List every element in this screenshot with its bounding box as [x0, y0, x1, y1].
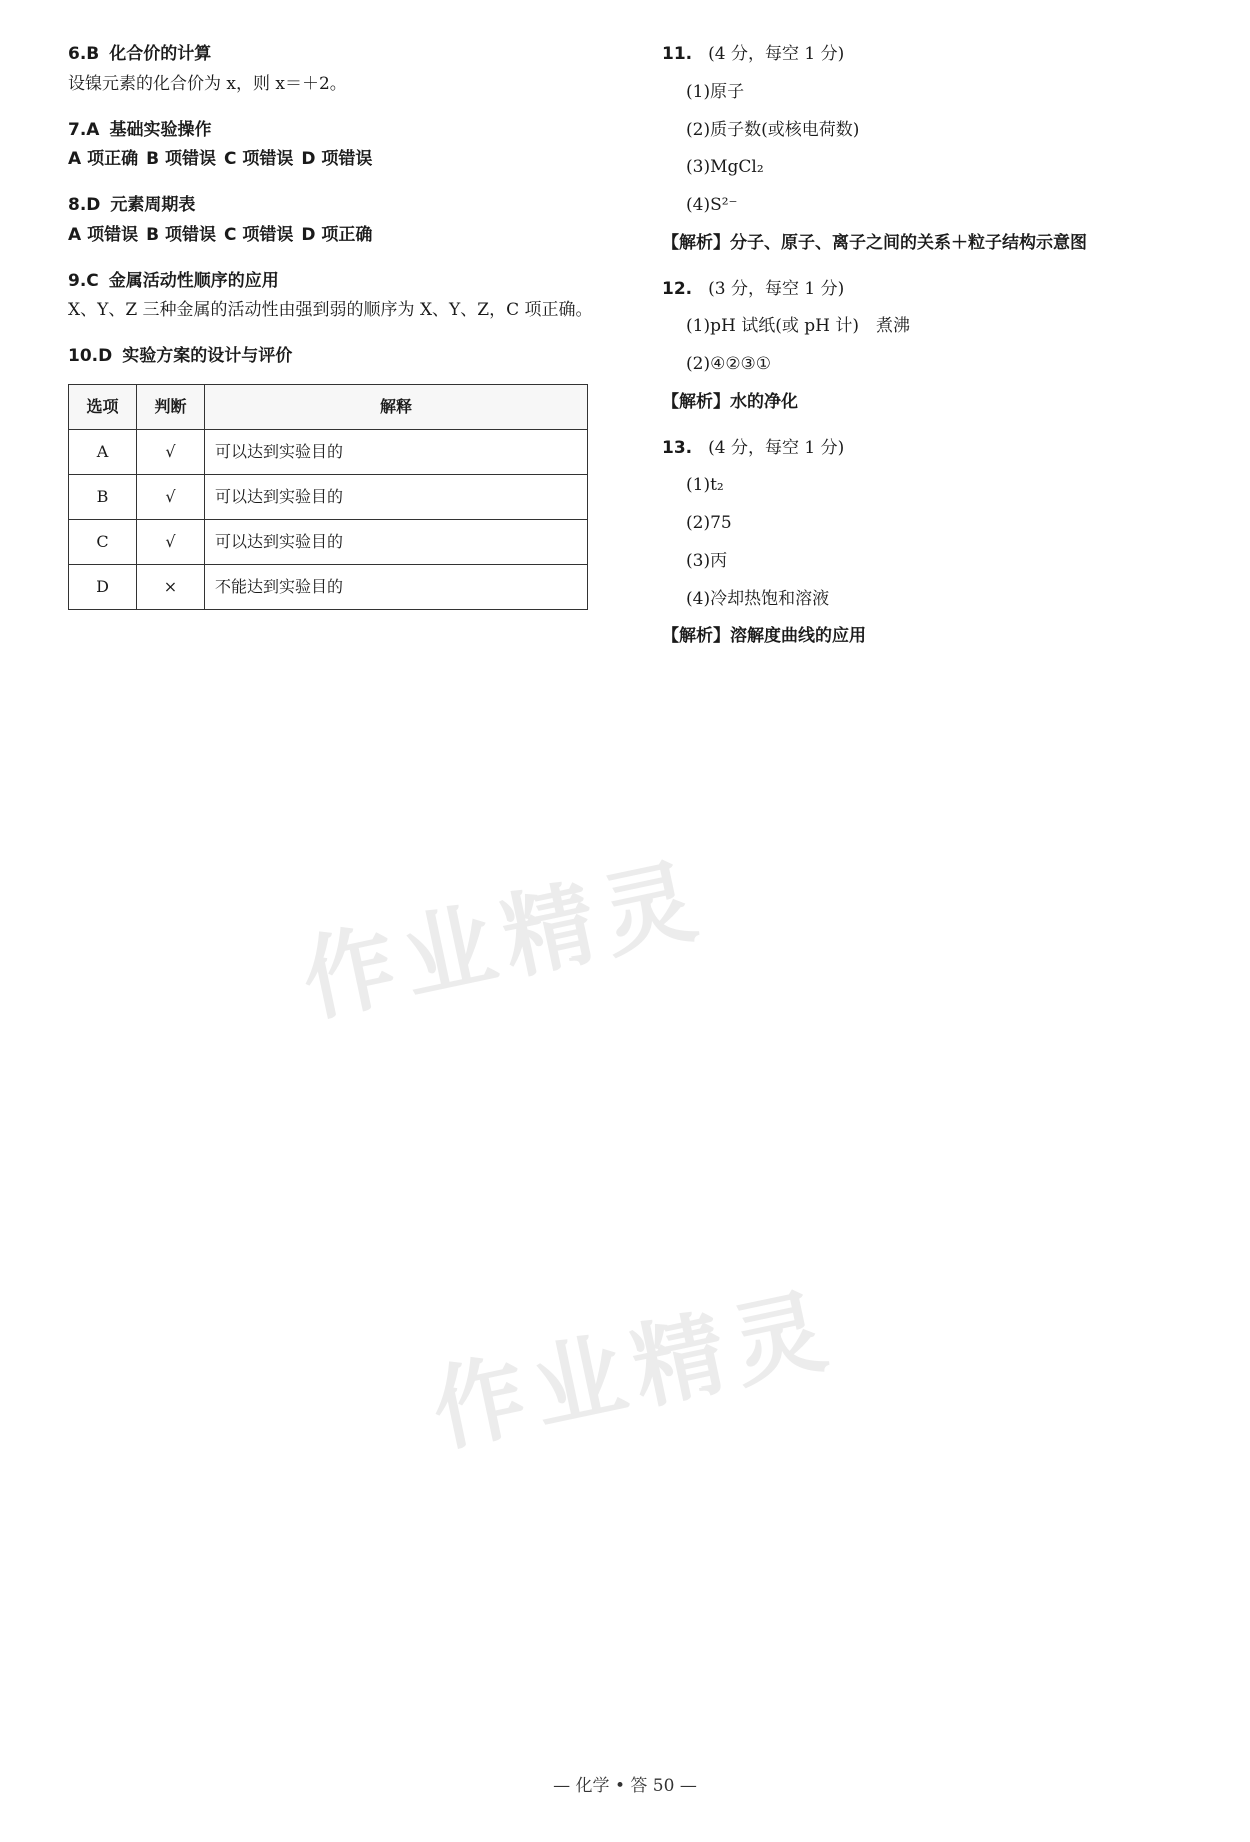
answer-q7 [68, 116, 620, 176]
judgement-cell: √ [137, 519, 205, 564]
verdict-list [68, 221, 620, 251]
verdict-list [68, 145, 620, 175]
analysis-tag: 【解析】 [662, 626, 730, 647]
answer-q11 [662, 40, 1182, 259]
answer-q9 [68, 267, 620, 327]
sub-answer: (4)冷却热饱和溶液 [686, 588, 830, 609]
answer-number: 11. [662, 44, 693, 64]
analysis-topic: 水的净化 [730, 391, 798, 412]
answer-number: 8.D [68, 195, 101, 215]
sub-answer: (2)质子数(或核电荷数) [686, 119, 860, 140]
sub-answer: (1)pH 试纸(或 pH 计) 煮沸 [686, 316, 910, 337]
answer-q10 [68, 342, 620, 610]
note-cell: 可以达到实验目的 [205, 474, 588, 519]
answer-q6 [68, 40, 620, 100]
answer-topic: 金属活动性顺序的应用 [108, 270, 279, 291]
option-cell: D [69, 564, 137, 609]
analysis-tag: 【解析】 [662, 391, 730, 412]
answer-text: 设镍元素的化合价为 x，则 x＝＋2。 [68, 73, 347, 94]
table-row [69, 564, 588, 609]
table-row [69, 474, 588, 519]
analysis-topic: 分子、原子、离子之间的关系＋粒子结构示意图 [730, 232, 1087, 253]
judgement-cell: × [137, 564, 205, 609]
judgement-cell: √ [137, 474, 205, 519]
answer-q13 [662, 434, 1182, 653]
answer-number: 6.B [68, 44, 100, 64]
verdict: D 项正确 [301, 224, 373, 245]
table-header-row [69, 384, 588, 429]
table-row [69, 519, 588, 564]
sub-answer: (4)S²⁻ [686, 195, 738, 215]
verdict: B 项错误 [146, 224, 216, 245]
answer-q12 [662, 275, 1182, 418]
answer-number: 13. [662, 437, 693, 458]
sub-answer: (1)t₂ [686, 475, 724, 496]
analysis-heading [662, 229, 1182, 259]
answer-text: X、Y、Z 三种金属的活动性由强到弱的顺序为 X、Y、Z，C 项正确。 [68, 300, 593, 321]
answer-number: 10.D [68, 346, 113, 366]
watermark: 作业精灵 [293, 845, 715, 1036]
analysis-heading [662, 622, 1182, 652]
sub-answer: (3)丙 [686, 550, 728, 571]
evaluation-table [68, 384, 588, 610]
option-cell: C [69, 519, 137, 564]
note-cell: 可以达到实验目的 [205, 519, 588, 564]
score-note: (4 分，每空 1 分) [708, 44, 845, 64]
judgement-cell: √ [137, 429, 205, 474]
analysis-tag: 【解析】 [662, 232, 730, 253]
sub-answer: (2)75 [686, 513, 732, 533]
analysis-heading [662, 388, 1182, 418]
verdict: C 项错误 [223, 224, 294, 245]
answer-topic: 基础实验操作 [109, 119, 212, 140]
column-header: 判断 [137, 384, 205, 429]
answer-number: 7.A [68, 119, 100, 140]
answer-number: 12. [662, 278, 693, 299]
answer-topic: 元素周期表 [110, 195, 196, 215]
answer-q8 [68, 191, 620, 251]
verdict: C 项错误 [223, 149, 294, 170]
note-cell: 可以达到实验目的 [205, 429, 588, 474]
score-note: (4 分，每空 1 分) [708, 437, 845, 458]
table-row [69, 429, 588, 474]
verdict: A 项正确 [68, 149, 139, 170]
answer-topic: 实验方案的设计与评价 [122, 346, 293, 366]
option-cell: A [69, 429, 137, 474]
verdict: B 项错误 [146, 149, 216, 170]
note-cell: 不能达到实验目的 [205, 564, 588, 609]
answer-topic: 化合价的计算 [109, 44, 212, 64]
option-cell: B [69, 474, 137, 519]
sub-answer: (1)原子 [686, 81, 745, 102]
column-header: 选项 [69, 384, 137, 429]
verdict: D 项错误 [301, 149, 373, 170]
right-column [662, 40, 1182, 668]
page-footer: — 化学 • 答 50 — [553, 1776, 697, 1797]
verdict: A 项错误 [68, 224, 139, 245]
left-column [68, 40, 620, 626]
watermark: 作业精灵 [423, 1275, 845, 1466]
sub-answer: (3)MgCl₂ [686, 157, 764, 178]
score-note: (3 分，每空 1 分) [708, 278, 845, 299]
analysis-topic: 溶解度曲线的应用 [730, 626, 866, 647]
answer-number: 9.C [68, 270, 99, 291]
column-header: 解释 [205, 384, 588, 429]
sub-answer: (2)④②③① [686, 354, 772, 374]
